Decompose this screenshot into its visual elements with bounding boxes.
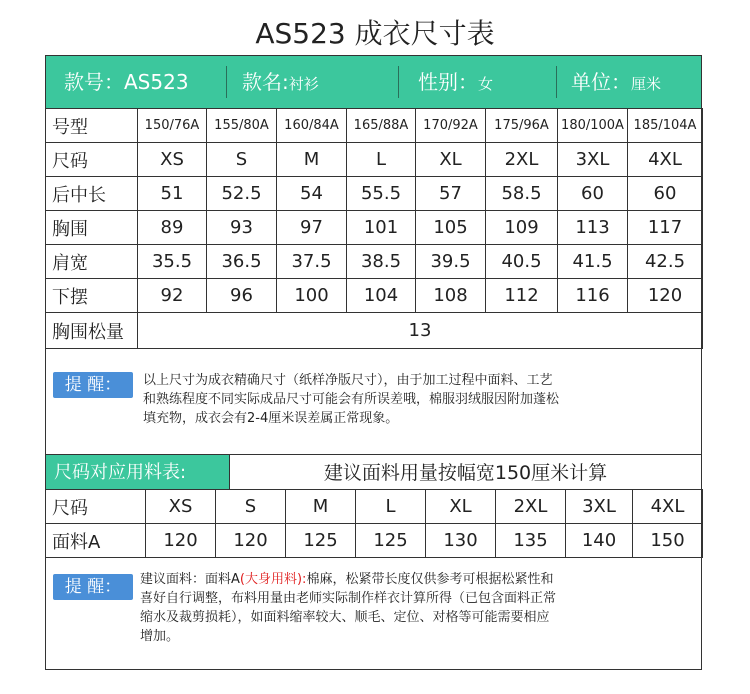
table-cell: 60 [628,177,703,211]
row-label: 号型 [46,109,138,143]
table-cell: 36.5 [207,245,277,279]
row-label: 下摆 [46,279,138,313]
table-cell: 112 [486,279,558,313]
table-cell: 93 [207,211,277,245]
table-cell: 89 [138,211,207,245]
tip-box-1 [45,348,702,444]
fabric-section-title: 尺码对应用料表: [45,454,230,490]
fabric-section-desc: 建议面料用量按幅宽150厘米计算 [230,454,702,490]
tip-line: 增加。 [140,629,180,644]
table-cell: 109 [486,211,558,245]
table-cell: 165/88A [347,109,416,143]
chest-row [46,211,703,245]
tip-box-2 [45,560,702,668]
tip-line: 以上尺寸为成衣精确尺寸（纸样净版尺寸），由于加工过程中面料、工艺 [143,373,553,388]
style-number [64,56,189,108]
tip-badge: 提 醒： [53,574,133,600]
ease-row [46,313,703,349]
table-cell: 58.5 [486,177,558,211]
table-cell: 116 [558,279,628,313]
tip-text-segment: 棉麻，松紧带长度仅供参考可根据松紧性和 [306,572,554,587]
table-cell: 130 [426,524,496,558]
table-cell: 160/84A [277,109,347,143]
table-cell: 105 [416,211,486,245]
table-cell: 101 [347,211,416,245]
tip-line: 缩水及裁剪损耗），如面料缩率较大、顺毛、定位、对格等可能需要相应 [140,610,550,625]
fabric-table [45,489,703,558]
header-divider [226,66,227,98]
size-row [46,143,703,177]
table-cell: 117 [628,211,703,245]
tip-highlight: (大身用料): [239,572,307,587]
hem-row [46,279,703,313]
row-label: 胸围松量 [46,313,138,349]
table-cell: L [347,143,416,177]
header-divider [556,66,557,98]
row-label: 后中长 [46,177,138,211]
row-label: 尺码 [46,143,138,177]
tip-text-1 [143,371,698,428]
gender-label: 性别： [418,70,478,94]
tip-line: 喜好自行调整，布料用量由老师实际制作样衣计算所得（已包含面料正常 [140,591,557,606]
table-cell: 51 [138,177,207,211]
gender [418,56,493,108]
table-cell: 185/104A [628,109,703,143]
fabric-size-row [46,490,703,524]
table-cell: 4XL [628,143,703,177]
table-cell: 4XL [633,490,703,524]
row-label: 面料A [46,524,146,558]
row-label: 胸围 [46,211,138,245]
tip-text-segment: 建议面料：面料A [140,572,240,587]
table-cell: 155/80A [207,109,277,143]
ease-value: 13 [138,313,703,349]
table-cell: 113 [558,211,628,245]
table-cell: 2XL [486,143,558,177]
table-cell: 135 [496,524,566,558]
table-cell: 39.5 [416,245,486,279]
table-cell: XL [416,143,486,177]
tip-line: 和熟练程度不同实际成品尺寸可能会有所误差哦，棉服羽绒服因附加蓬松 [143,392,560,407]
table-cell: 92 [138,279,207,313]
table-cell: XS [146,490,216,524]
table-cell: S [216,490,286,524]
style-name-value: 衬衫 [288,75,319,93]
table-cell: 2XL [496,490,566,524]
table-cell: L [356,490,426,524]
table-cell: 3XL [558,143,628,177]
table-cell: 170/92A [416,109,486,143]
row-label: 尺码 [46,490,146,524]
unit-value: 厘米 [631,75,662,93]
table-cell: 125 [286,524,356,558]
style-number-label: 款号： [64,70,124,94]
page-title: AS523 成衣尺寸表 [255,17,495,50]
style-name [242,56,319,108]
unit [571,56,661,108]
table-cell: 97 [277,211,347,245]
table-cell: 120 [216,524,286,558]
style-name-label: 款名: [242,70,289,94]
table-cell: 60 [558,177,628,211]
table-cell: 35.5 [138,245,207,279]
fabric-section-header [45,454,702,490]
style-number-value: AS523 [124,70,189,94]
table-cell: 108 [416,279,486,313]
table-cell: 41.5 [558,245,628,279]
table-cell: XL [426,490,496,524]
table-cell: XS [138,143,207,177]
tip-line [140,570,698,589]
back-length-row [46,177,703,211]
table-cell: 55.5 [347,177,416,211]
header-divider [398,66,399,98]
table-cell: 104 [347,279,416,313]
unit-label: 单位： [571,70,631,94]
table-cell: 96 [207,279,277,313]
table-cell: 150 [633,524,703,558]
table-cell: 175/96A [486,109,558,143]
table-cell: 120 [146,524,216,558]
table-cell: 54 [277,177,347,211]
table-cell: 150/76A [138,109,207,143]
table-cell: 100 [277,279,347,313]
table-cell: M [277,143,347,177]
table-cell: 125 [356,524,426,558]
tip-badge: 提 醒： [53,372,133,398]
shoulder-row [46,245,703,279]
row-label: 肩宽 [46,245,138,279]
table-cell: 42.5 [628,245,703,279]
table-cell: S [207,143,277,177]
table-cell: 37.5 [277,245,347,279]
tip-line: 填充物，成衣会有2-4厘米误差属正常现象。 [143,411,399,426]
tip-text-2 [140,570,698,646]
table-cell: 52.5 [207,177,277,211]
table-cell: 40.5 [486,245,558,279]
table-cell: 140 [566,524,633,558]
gender-value: 女 [478,75,494,93]
table-cell: 3XL [566,490,633,524]
fabric-amount-row [46,524,703,558]
table-cell: 180/100A [558,109,628,143]
table-cell: 38.5 [347,245,416,279]
size-table [45,108,703,349]
table-cell: 57 [416,177,486,211]
header-bar [45,55,702,109]
model-code-row [46,109,703,143]
table-cell: M [286,490,356,524]
table-cell: 120 [628,279,703,313]
